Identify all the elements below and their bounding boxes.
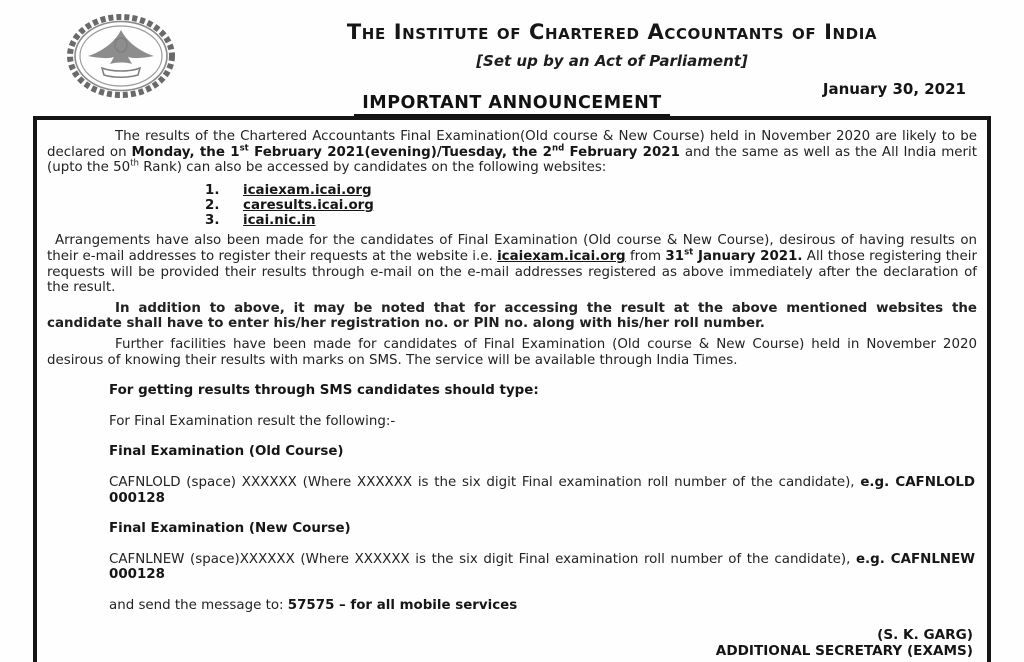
website-link-caresults[interactable]: caresults.icai.org (243, 197, 374, 213)
sms-heading: For getting results through SMS candidates should type: (109, 383, 539, 399)
sms-intro: For Final Examination result the following:- (109, 413, 396, 429)
paragraph-note: In addition to above, it may be noted that for accessing the result at the above mentioned websites the candidate shall have to enter his/her registration no. or PIN no. along with his/her roll number. (47, 300, 977, 332)
website-link-icai-nic[interactable]: icai.nic.in (243, 213, 316, 229)
list-number: 3. (205, 213, 220, 229)
list-number: 1. (205, 182, 220, 198)
org-name: The Institute of Chartered Accountants of India (346, 20, 878, 44)
website-list-item (205, 198, 977, 213)
old-course-format: CAFNLOLD (space) XXXXXX (Where XXXXXX is the six digit Final examination roll number of the candidate), e.g. CAFNLOLD 000128 (109, 474, 975, 506)
announcement-body (33, 116, 991, 662)
new-course-example: e.g. CAFNLNEW 000128 (109, 551, 975, 583)
website-list (205, 183, 977, 229)
signature-block (47, 627, 977, 659)
new-course-format: CAFNLNEW (space)XXXXXX (Where XXXXXX is the six digit Final examination roll number of the candidate), e.g. CAFNLNEW 000128 (109, 551, 975, 583)
paragraph-results: The results of the Chartered Accountants Final Examination(Old course & New Course) held in November 2020 are likely to be declared on Monday, the 1st February 2021(evening)/Tuesday, the 2nd February 2021 and the same as well as the All India merit (upto the 50th Rank) can also be accessed by candidates on the following websites: (47, 129, 978, 176)
signatory-name: (S. K. GARG) (877, 627, 973, 644)
website-link-inline[interactable]: icaiexam.icai.org (497, 248, 626, 264)
paragraph-sms-service: Further facilities have been made for candidates of Final Examination (Old course & New Course) held in November 2020 desirous of knowing their results with marks on SMS. The service will be available through India Times. (47, 336, 977, 368)
icai-emblem-icon (66, 12, 176, 102)
old-course-heading: Final Examination (Old Course) (109, 444, 344, 460)
sms-number: 57575 – for all mobile services (287, 597, 518, 613)
signatory-title: ADDITIONAL SECRETARY (EXAMS) (715, 643, 973, 660)
sms-instructions (109, 383, 975, 613)
document-date: January 30, 2021 (822, 80, 966, 98)
list-number: 2. (205, 197, 220, 213)
send-instruction: and send the message to: 57575 – for all mobile services (109, 597, 518, 613)
website-list-item (205, 183, 977, 198)
website-link-icaiexam[interactable]: icaiexam.icai.org (243, 182, 372, 198)
old-course-example: e.g. CAFNLOLD 000128 (109, 474, 975, 506)
new-course-heading: Final Examination (New Course) (109, 521, 351, 537)
org-tagline: [Set up by an Act of Parliament] (476, 52, 748, 70)
announcement-heading: IMPORTANT ANNOUNCEMENT (0, 93, 1024, 113)
website-list-item (205, 213, 977, 228)
paragraph-email-registration: Arrangements have also been made for the candidates of Final Examination (Old course & New Course), desirous of having results on their e-mail addresses to register their requests at the website i.e. icaiexam.icai.org from 31st January 2021. All those registering their requests will be provided their results through e-mail on the e-mail addresses registered as above immediately after the declaration of the result. (47, 233, 978, 296)
